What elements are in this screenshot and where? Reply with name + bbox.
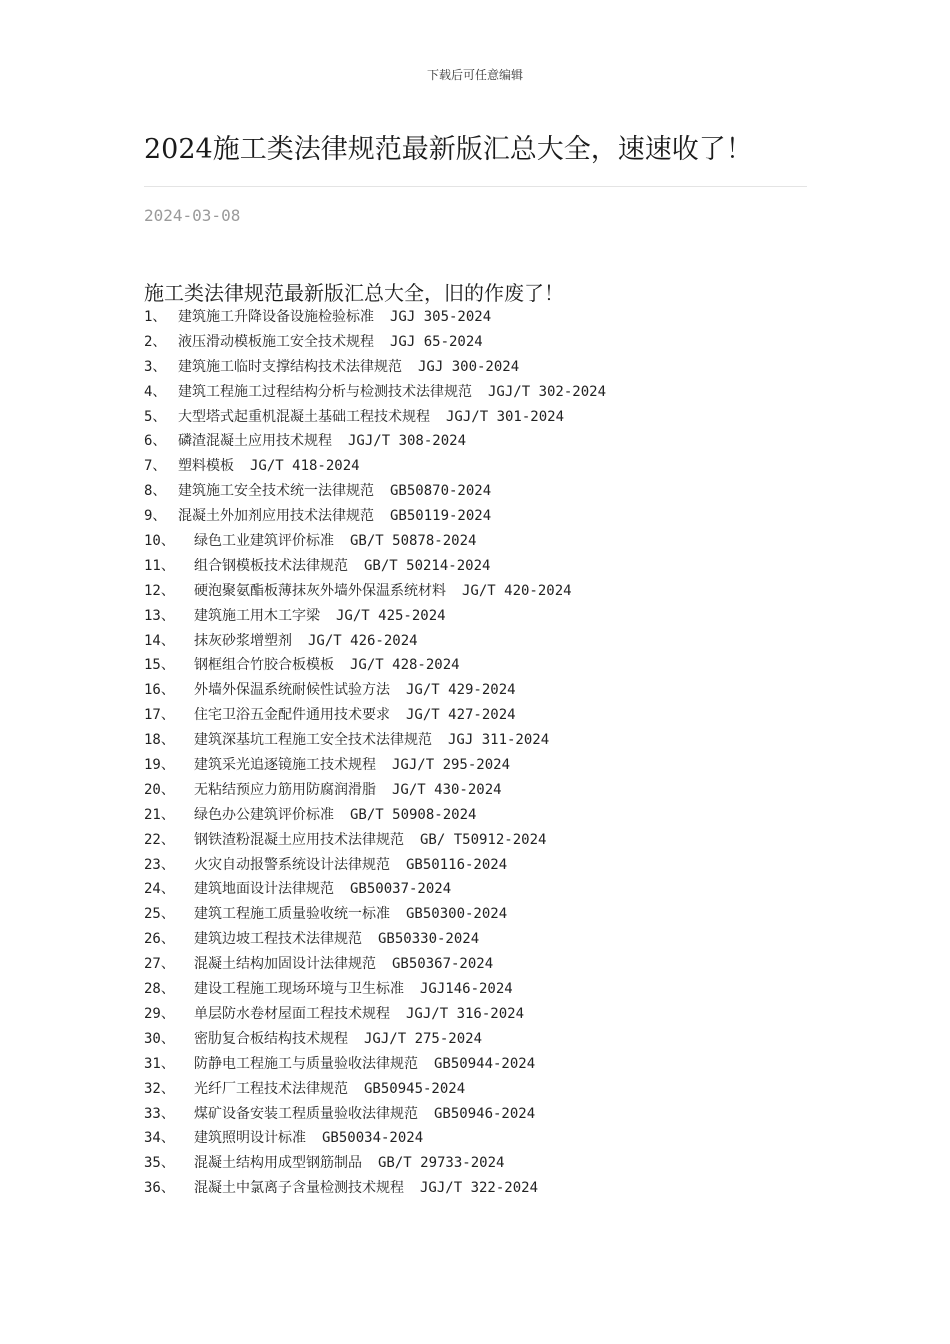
list-item	[144, 355, 824, 380]
item-title: 混凝土结构用成型钢筋制品	[194, 1155, 362, 1172]
item-code: JG/T 429-2024	[406, 682, 516, 699]
list-item	[144, 429, 824, 454]
item-code: GB50300-2024	[406, 906, 508, 923]
list-item	[144, 753, 824, 778]
item-code: JG/T 427-2024	[406, 707, 516, 724]
list-item	[144, 305, 824, 330]
item-number: 15、	[144, 657, 175, 674]
item-title: 混凝土中氯离子含量检测技术规程	[194, 1180, 404, 1197]
item-number: 20、	[144, 781, 175, 798]
item-number: 17、	[144, 707, 175, 724]
item-code: JG/T 420-2024	[462, 582, 572, 599]
item-number: 32、	[144, 1080, 175, 1097]
item-title: 绿色工业建筑评价标准	[194, 533, 334, 550]
item-title: 组合钢模板技术法律规范	[194, 557, 348, 574]
list-item	[144, 728, 824, 753]
item-code: GB50034-2024	[322, 1130, 424, 1147]
list-item	[144, 1002, 824, 1027]
item-code: JGJ/T 308-2024	[348, 433, 467, 450]
list-item	[144, 629, 824, 654]
item-number: 19、	[144, 757, 175, 774]
item-code: GB50367-2024	[392, 956, 494, 973]
item-number: 28、	[144, 981, 175, 998]
item-code: JGJ/T 322-2024	[420, 1180, 539, 1197]
item-number: 21、	[144, 806, 175, 823]
list-item	[144, 678, 824, 703]
item-code: JG/T 426-2024	[308, 632, 418, 649]
item-number: 18、	[144, 732, 175, 749]
list-item	[144, 454, 824, 479]
item-number: 36、	[144, 1180, 175, 1197]
item-title: 建筑深基坑工程施工安全技术法律规范	[194, 732, 432, 749]
list-item	[144, 927, 824, 952]
item-number: 11、	[144, 557, 175, 574]
item-code: JGJ/T 302-2024	[488, 383, 607, 400]
item-title: 建筑工程施工过程结构分析与检测技术法律规范	[178, 383, 472, 400]
list-item	[144, 1102, 824, 1127]
item-title: 液压滑动模板施工安全技术规程	[178, 333, 374, 350]
item-number: 8、	[144, 483, 167, 500]
item-title: 混凝土结构加固设计法律规范	[194, 956, 376, 973]
item-number: 24、	[144, 881, 175, 898]
item-number: 2、	[144, 333, 167, 350]
item-number: 25、	[144, 906, 175, 923]
item-code: GB50870-2024	[390, 483, 492, 500]
item-title: 光纤厂工程技术法律规范	[194, 1080, 348, 1097]
item-title: 建筑施工用木工字梁	[194, 607, 320, 624]
item-code: GB50116-2024	[406, 856, 508, 873]
item-title: 抹灰砂浆增塑剂	[194, 632, 292, 649]
list-item	[144, 504, 824, 529]
item-title: 建筑施工升降设备设施检验标准	[178, 309, 374, 325]
item-code: JG/T 430-2024	[392, 781, 502, 798]
list-item	[144, 1126, 824, 1151]
list-item	[144, 828, 824, 853]
item-number: 33、	[144, 1105, 175, 1122]
item-code: GB50946-2024	[434, 1105, 536, 1122]
item-number: 4、	[144, 383, 167, 400]
list-item	[144, 778, 824, 803]
item-number: 13、	[144, 607, 175, 624]
list-item	[144, 653, 824, 678]
item-code: GB/T 50878-2024	[350, 533, 477, 550]
list-item	[144, 902, 824, 927]
item-title: 煤矿设备安装工程质量验收法律规范	[194, 1105, 418, 1122]
list-item	[144, 1077, 824, 1102]
item-title: 住宅卫浴五金配件通用技术要求	[194, 707, 390, 724]
article-subtitle: 施工类法律规范最新版汇总大全，旧的作废了！	[144, 281, 564, 305]
list-item	[144, 405, 824, 430]
article-title: 2024施工类法律规范最新版汇总大全，速速收了！	[144, 134, 753, 165]
list-item	[144, 529, 824, 554]
item-code: GB/ T50912-2024	[420, 831, 547, 848]
item-code: GB/T 50908-2024	[350, 806, 477, 823]
item-title: 建筑照明设计标准	[194, 1130, 306, 1147]
item-code: GB50037-2024	[350, 881, 452, 898]
item-code: GB/T 50214-2024	[364, 557, 491, 574]
item-number: 5、	[144, 408, 167, 425]
item-number: 29、	[144, 1005, 175, 1022]
item-number: 12、	[144, 582, 175, 599]
item-title: 钢铁渣粉混凝土应用技术法律规范	[194, 831, 404, 848]
item-code: GB/T 29733-2024	[378, 1155, 505, 1172]
item-title: 密肋复合板结构技术规程	[194, 1030, 348, 1047]
list-item	[144, 604, 824, 629]
item-code: JGJ 65-2024	[390, 333, 483, 350]
item-number: 3、	[144, 358, 167, 375]
item-code: JGJ 305-2024	[390, 309, 492, 325]
list-item	[144, 853, 824, 878]
item-title: 建筑施工临时支撑结构技术法律规范	[178, 358, 402, 375]
item-number: 16、	[144, 682, 175, 699]
item-title: 绿色办公建筑评价标准	[194, 806, 334, 823]
item-title: 塑料模板	[178, 458, 234, 475]
item-number: 7、	[144, 458, 167, 475]
list-item	[144, 977, 824, 1002]
item-title: 建筑边坡工程技术法律规范	[194, 931, 362, 948]
item-code: JGJ 311-2024	[448, 732, 550, 749]
list-item	[144, 703, 824, 728]
item-code: GB50330-2024	[378, 931, 480, 948]
list-item	[144, 554, 824, 579]
item-title: 钢框组合竹胶合板模板	[194, 657, 334, 674]
item-title: 建筑采光追逐镜施工技术规程	[194, 757, 376, 774]
item-number: 22、	[144, 831, 175, 848]
item-number: 35、	[144, 1155, 175, 1172]
item-code: JGJ/T 316-2024	[406, 1005, 525, 1022]
item-title: 防静电工程施工与质量验收法律规范	[194, 1055, 418, 1072]
item-number: 14、	[144, 632, 175, 649]
item-title: 磷渣混凝土应用技术规程	[178, 433, 332, 450]
item-code: JGJ 300-2024	[418, 358, 520, 375]
list-item	[144, 1151, 824, 1176]
standards-list	[144, 305, 824, 1201]
list-item	[144, 952, 824, 977]
list-item	[144, 877, 824, 902]
item-number: 26、	[144, 931, 175, 948]
item-number: 9、	[144, 508, 167, 525]
list-item	[144, 380, 824, 405]
item-title: 大型塔式起重机混凝土基础工程技术规程	[178, 408, 430, 425]
item-code: JGJ/T 295-2024	[392, 757, 511, 774]
list-item	[144, 803, 824, 828]
item-title: 混凝土外加剂应用技术法律规范	[178, 508, 374, 525]
list-item	[144, 330, 824, 355]
item-title: 建筑工程施工质量验收统一标准	[194, 906, 390, 923]
item-code: JGJ/T 301-2024	[446, 408, 565, 425]
item-number: 30、	[144, 1030, 175, 1047]
item-title: 建筑施工安全技术统一法律规范	[178, 483, 374, 500]
item-number: 10、	[144, 533, 175, 550]
item-title: 无粘结预应力筋用防腐润滑脂	[194, 781, 376, 798]
item-title: 建设工程施工现场环境与卫生标准	[194, 981, 404, 998]
item-number: 1、	[144, 309, 167, 325]
item-number: 31、	[144, 1055, 175, 1072]
list-item	[144, 579, 824, 604]
item-title: 建筑地面设计法律规范	[194, 881, 334, 898]
item-title: 火灾自动报警系统设计法律规范	[194, 856, 390, 873]
item-title: 外墙外保温系统耐候性试验方法	[194, 682, 390, 699]
item-code: JGJ/T 275-2024	[364, 1030, 483, 1047]
item-code: GB50945-2024	[364, 1080, 466, 1097]
item-code: JG/T 428-2024	[350, 657, 460, 674]
title-divider	[144, 186, 807, 187]
list-item	[144, 479, 824, 504]
item-title: 单层防水卷材屋面工程技术规程	[194, 1005, 390, 1022]
list-item	[144, 1052, 824, 1077]
item-code: GB50119-2024	[390, 508, 492, 525]
item-code: JG/T 425-2024	[336, 607, 446, 624]
list-item	[144, 1027, 824, 1052]
item-code: JG/T 418-2024	[250, 458, 360, 475]
download-note: 下载后可任意编辑	[426, 68, 523, 82]
item-number: 27、	[144, 956, 175, 973]
item-title: 硬泡聚氨酯板薄抹灰外墙外保温系统材料	[194, 582, 446, 599]
item-number: 23、	[144, 856, 175, 873]
item-number: 34、	[144, 1130, 175, 1147]
item-number: 6、	[144, 433, 167, 450]
list-item	[144, 1176, 824, 1201]
publish-date: 2024-03-08	[144, 206, 241, 225]
item-code: GB50944-2024	[434, 1055, 536, 1072]
item-code: JGJ146-2024	[420, 981, 513, 998]
